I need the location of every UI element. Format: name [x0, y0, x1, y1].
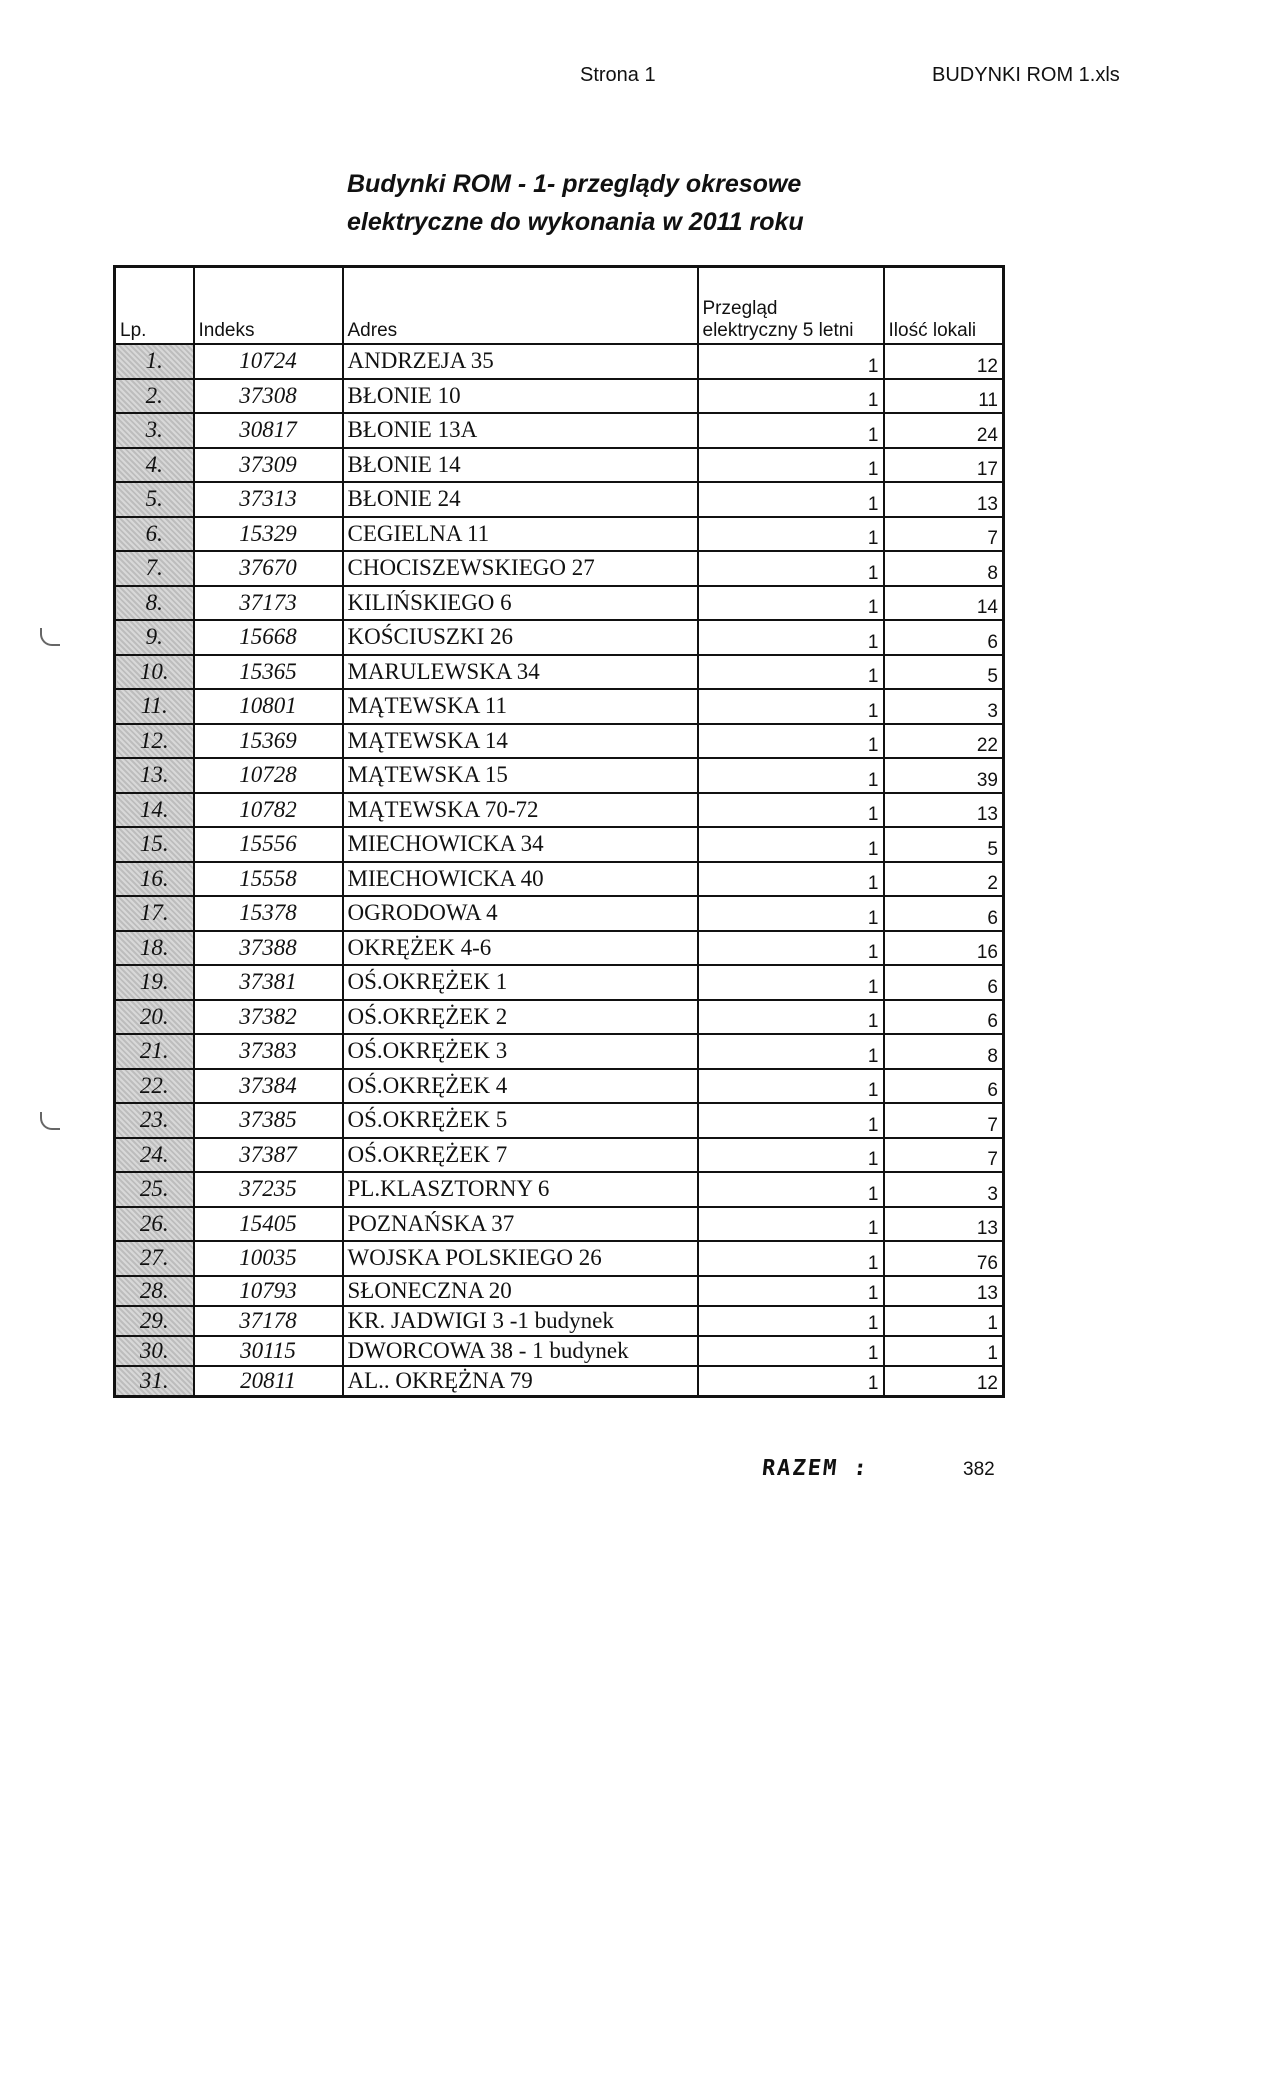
cell-indeks: 37670 [194, 551, 343, 586]
table-row [115, 689, 1004, 724]
cell-przeglad: 1 [698, 1207, 884, 1242]
cell-indeks: 37382 [194, 1000, 343, 1035]
cell-indeks: 37308 [194, 379, 343, 414]
cell-adres: BŁONIE 10 [343, 379, 698, 414]
cell-indeks: 37381 [194, 965, 343, 1000]
table-row [115, 1000, 1004, 1035]
column-header-lp: Lp. [115, 267, 194, 345]
cell-przeglad: 1 [698, 517, 884, 552]
cell-indeks: 37178 [194, 1306, 343, 1336]
cell-przeglad: 1 [698, 344, 884, 379]
cell-indeks: 15405 [194, 1207, 343, 1242]
cell-indeks: 10793 [194, 1276, 343, 1306]
cell-adres: OŚ.OKRĘŻEK 5 [343, 1103, 698, 1138]
table-row [115, 1069, 1004, 1104]
cell-przeglad: 1 [698, 551, 884, 586]
table-row [115, 1241, 1004, 1276]
cell-indeks: 15365 [194, 655, 343, 690]
cell-ilosc-lokali: 6 [884, 1069, 1004, 1104]
cell-lp: 9. [115, 620, 194, 655]
cell-przeglad: 1 [698, 1103, 884, 1138]
cell-adres: KOŚCIUSZKI 26 [343, 620, 698, 655]
cell-przeglad: 1 [698, 896, 884, 931]
cell-lp: 31. [115, 1366, 194, 1397]
cell-ilosc-lokali: 5 [884, 655, 1004, 690]
cell-lp: 23. [115, 1103, 194, 1138]
cell-lp: 16. [115, 862, 194, 897]
cell-adres: SŁONECZNA 20 [343, 1276, 698, 1306]
column-header-ilosc-lokali: Ilość lokali [884, 267, 1004, 345]
cell-przeglad: 1 [698, 1000, 884, 1035]
cell-adres: OŚ.OKRĘŻEK 3 [343, 1034, 698, 1069]
table-row [115, 758, 1004, 793]
column-header-adres: Adres [343, 267, 698, 345]
file-name: BUDYNKI ROM 1.xls [932, 64, 1120, 86]
cell-przeglad: 1 [698, 1366, 884, 1397]
cell-lp: 26. [115, 1207, 194, 1242]
table-row [115, 344, 1004, 379]
cell-przeglad: 1 [698, 379, 884, 414]
cell-lp: 7. [115, 551, 194, 586]
table-row [115, 655, 1004, 690]
cell-adres: WOJSKA POLSKIEGO 26 [343, 1241, 698, 1276]
cell-indeks: 15668 [194, 620, 343, 655]
cell-lp: 1. [115, 344, 194, 379]
cell-przeglad: 1 [698, 931, 884, 966]
cell-przeglad: 1 [698, 1034, 884, 1069]
table-row [115, 931, 1004, 966]
cell-ilosc-lokali: 13 [884, 482, 1004, 517]
table-row [115, 1172, 1004, 1207]
cell-indeks: 37388 [194, 931, 343, 966]
cell-przeglad: 1 [698, 413, 884, 448]
cell-adres: MĄTEWSKA 11 [343, 689, 698, 724]
cell-lp: 13. [115, 758, 194, 793]
cell-ilosc-lokali: 16 [884, 931, 1004, 966]
cell-ilosc-lokali: 11 [884, 379, 1004, 414]
cell-adres: OŚ.OKRĘŻEK 2 [343, 1000, 698, 1035]
table-row [115, 551, 1004, 586]
cell-ilosc-lokali: 17 [884, 448, 1004, 483]
cell-adres: OŚ.OKRĘŻEK 7 [343, 1138, 698, 1173]
document-title-line2: elektryczne do wykonania w 2011 roku [347, 208, 804, 236]
cell-lp: 27. [115, 1241, 194, 1276]
page-number: Strona 1 [580, 64, 656, 86]
cell-przeglad: 1 [698, 655, 884, 690]
table-row [115, 482, 1004, 517]
cell-lp: 8. [115, 586, 194, 621]
cell-ilosc-lokali: 13 [884, 1207, 1004, 1242]
cell-adres: MĄTEWSKA 15 [343, 758, 698, 793]
table-row [115, 448, 1004, 483]
cell-ilosc-lokali: 2 [884, 862, 1004, 897]
cell-lp: 5. [115, 482, 194, 517]
table-row [115, 1306, 1004, 1336]
cell-adres: MIECHOWICKA 40 [343, 862, 698, 897]
table-row [115, 413, 1004, 448]
table-row [115, 1034, 1004, 1069]
cell-adres: PL.KLASZTORNY 6 [343, 1172, 698, 1207]
cell-ilosc-lokali: 1 [884, 1336, 1004, 1366]
cell-ilosc-lokali: 13 [884, 1276, 1004, 1306]
cell-lp: 14. [115, 793, 194, 828]
cell-adres: AL.. OKRĘŻNA 79 [343, 1366, 698, 1397]
cell-indeks: 15558 [194, 862, 343, 897]
cell-indeks: 37173 [194, 586, 343, 621]
table-row [115, 1366, 1004, 1397]
cell-adres: OŚ.OKRĘŻEK 1 [343, 965, 698, 1000]
cell-indeks: 10782 [194, 793, 343, 828]
cell-lp: 17. [115, 896, 194, 931]
cell-indeks: 10035 [194, 1241, 343, 1276]
cell-ilosc-lokali: 22 [884, 724, 1004, 759]
cell-adres: BŁONIE 24 [343, 482, 698, 517]
cell-przeglad: 1 [698, 1306, 884, 1336]
cell-indeks: 37235 [194, 1172, 343, 1207]
cell-indeks: 10724 [194, 344, 343, 379]
cell-lp: 21. [115, 1034, 194, 1069]
table-row [115, 517, 1004, 552]
cell-adres: CHOCISZEWSKIEGO 27 [343, 551, 698, 586]
cell-adres: OGRODOWA 4 [343, 896, 698, 931]
cell-adres: BŁONIE 14 [343, 448, 698, 483]
cell-przeglad: 1 [698, 586, 884, 621]
cell-ilosc-lokali: 7 [884, 517, 1004, 552]
cell-ilosc-lokali: 6 [884, 1000, 1004, 1035]
cell-lp: 15. [115, 827, 194, 862]
cell-lp: 4. [115, 448, 194, 483]
cell-przeglad: 1 [698, 862, 884, 897]
cell-lp: 2. [115, 379, 194, 414]
table-row [115, 379, 1004, 414]
table-row [115, 1276, 1004, 1306]
cell-ilosc-lokali: 24 [884, 413, 1004, 448]
cell-adres: MĄTEWSKA 14 [343, 724, 698, 759]
cell-indeks: 37385 [194, 1103, 343, 1138]
punch-hole-mark [40, 1112, 60, 1130]
cell-indeks: 15556 [194, 827, 343, 862]
cell-ilosc-lokali: 13 [884, 793, 1004, 828]
cell-indeks: 30817 [194, 413, 343, 448]
table-row [115, 586, 1004, 621]
cell-przeglad: 1 [698, 827, 884, 862]
table-row [115, 1207, 1004, 1242]
cell-lp: 10. [115, 655, 194, 690]
cell-lp: 28. [115, 1276, 194, 1306]
buildings-table [113, 265, 1005, 1398]
cell-indeks: 15329 [194, 517, 343, 552]
cell-ilosc-lokali: 7 [884, 1103, 1004, 1138]
table-row [115, 724, 1004, 759]
cell-ilosc-lokali: 76 [884, 1241, 1004, 1276]
cell-adres: OŚ.OKRĘŻEK 4 [343, 1069, 698, 1104]
cell-przeglad: 1 [698, 620, 884, 655]
cell-indeks: 10801 [194, 689, 343, 724]
cell-przeglad: 1 [698, 689, 884, 724]
cell-lp: 12. [115, 724, 194, 759]
cell-przeglad: 1 [698, 1138, 884, 1173]
table-row [115, 620, 1004, 655]
cell-przeglad: 1 [698, 1336, 884, 1366]
table-row [115, 1103, 1004, 1138]
cell-indeks: 37384 [194, 1069, 343, 1104]
cell-ilosc-lokali: 14 [884, 586, 1004, 621]
cell-przeglad: 1 [698, 793, 884, 828]
cell-ilosc-lokali: 12 [884, 1366, 1004, 1397]
cell-lp: 18. [115, 931, 194, 966]
cell-przeglad: 1 [698, 724, 884, 759]
cell-adres: DWORCOWA 38 - 1 budynek [343, 1336, 698, 1366]
total-label-handwritten: RAZEM : [760, 1456, 871, 1481]
cell-adres: MARULEWSKA 34 [343, 655, 698, 690]
cell-indeks: 37387 [194, 1138, 343, 1173]
cell-ilosc-lokali: 8 [884, 1034, 1004, 1069]
document-title-line1: Budynki ROM - 1- przeglądy okresowe [347, 170, 802, 198]
table-row [115, 862, 1004, 897]
cell-adres: MIECHOWICKA 34 [343, 827, 698, 862]
table-row [115, 965, 1004, 1000]
cell-przeglad: 1 [698, 1241, 884, 1276]
cell-przeglad: 1 [698, 448, 884, 483]
cell-przeglad: 1 [698, 1069, 884, 1104]
table-header-row [115, 267, 1004, 345]
cell-lp: 25. [115, 1172, 194, 1207]
cell-lp: 30. [115, 1336, 194, 1366]
cell-lp: 24. [115, 1138, 194, 1173]
cell-indeks: 37313 [194, 482, 343, 517]
table-row [115, 1138, 1004, 1173]
table-row [115, 1336, 1004, 1366]
cell-ilosc-lokali: 6 [884, 896, 1004, 931]
cell-lp: 11. [115, 689, 194, 724]
cell-ilosc-lokali: 1 [884, 1306, 1004, 1336]
cell-przeglad: 1 [698, 482, 884, 517]
cell-indeks: 15369 [194, 724, 343, 759]
cell-indeks: 10728 [194, 758, 343, 793]
cell-ilosc-lokali: 7 [884, 1138, 1004, 1173]
cell-ilosc-lokali: 8 [884, 551, 1004, 586]
cell-indeks: 37309 [194, 448, 343, 483]
cell-przeglad: 1 [698, 1276, 884, 1306]
punch-hole-mark [40, 628, 60, 646]
cell-ilosc-lokali: 3 [884, 689, 1004, 724]
cell-lp: 20. [115, 1000, 194, 1035]
cell-indeks: 15378 [194, 896, 343, 931]
cell-indeks: 30115 [194, 1336, 343, 1366]
cell-ilosc-lokali: 6 [884, 620, 1004, 655]
table-row [115, 793, 1004, 828]
cell-przeglad: 1 [698, 758, 884, 793]
cell-lp: 3. [115, 413, 194, 448]
cell-ilosc-lokali: 6 [884, 965, 1004, 1000]
table-row [115, 896, 1004, 931]
cell-adres: KR. JADWIGI 3 -1 budynek [343, 1306, 698, 1336]
cell-ilosc-lokali: 39 [884, 758, 1004, 793]
table-body [115, 344, 1004, 1396]
cell-lp: 19. [115, 965, 194, 1000]
cell-adres: MĄTEWSKA 70-72 [343, 793, 698, 828]
cell-przeglad: 1 [698, 1172, 884, 1207]
column-header-indeks: Indeks [194, 267, 343, 345]
cell-ilosc-lokali: 12 [884, 344, 1004, 379]
cell-indeks: 20811 [194, 1366, 343, 1397]
cell-adres: POZNAŃSKA 37 [343, 1207, 698, 1242]
cell-ilosc-lokali: 5 [884, 827, 1004, 862]
cell-lp: 29. [115, 1306, 194, 1336]
column-header-przeglad: Przegląd elektryczny 5 letni [698, 267, 884, 345]
cell-adres: OKRĘŻEK 4-6 [343, 931, 698, 966]
cell-adres: KILIŃSKIEGO 6 [343, 586, 698, 621]
total-value: 382 [963, 1459, 995, 1480]
cell-adres: BŁONIE 13A [343, 413, 698, 448]
cell-lp: 22. [115, 1069, 194, 1104]
cell-ilosc-lokali: 3 [884, 1172, 1004, 1207]
cell-adres: CEGIELNA 11 [343, 517, 698, 552]
cell-adres: ANDRZEJA 35 [343, 344, 698, 379]
cell-indeks: 37383 [194, 1034, 343, 1069]
cell-lp: 6. [115, 517, 194, 552]
cell-przeglad: 1 [698, 965, 884, 1000]
table-row [115, 827, 1004, 862]
